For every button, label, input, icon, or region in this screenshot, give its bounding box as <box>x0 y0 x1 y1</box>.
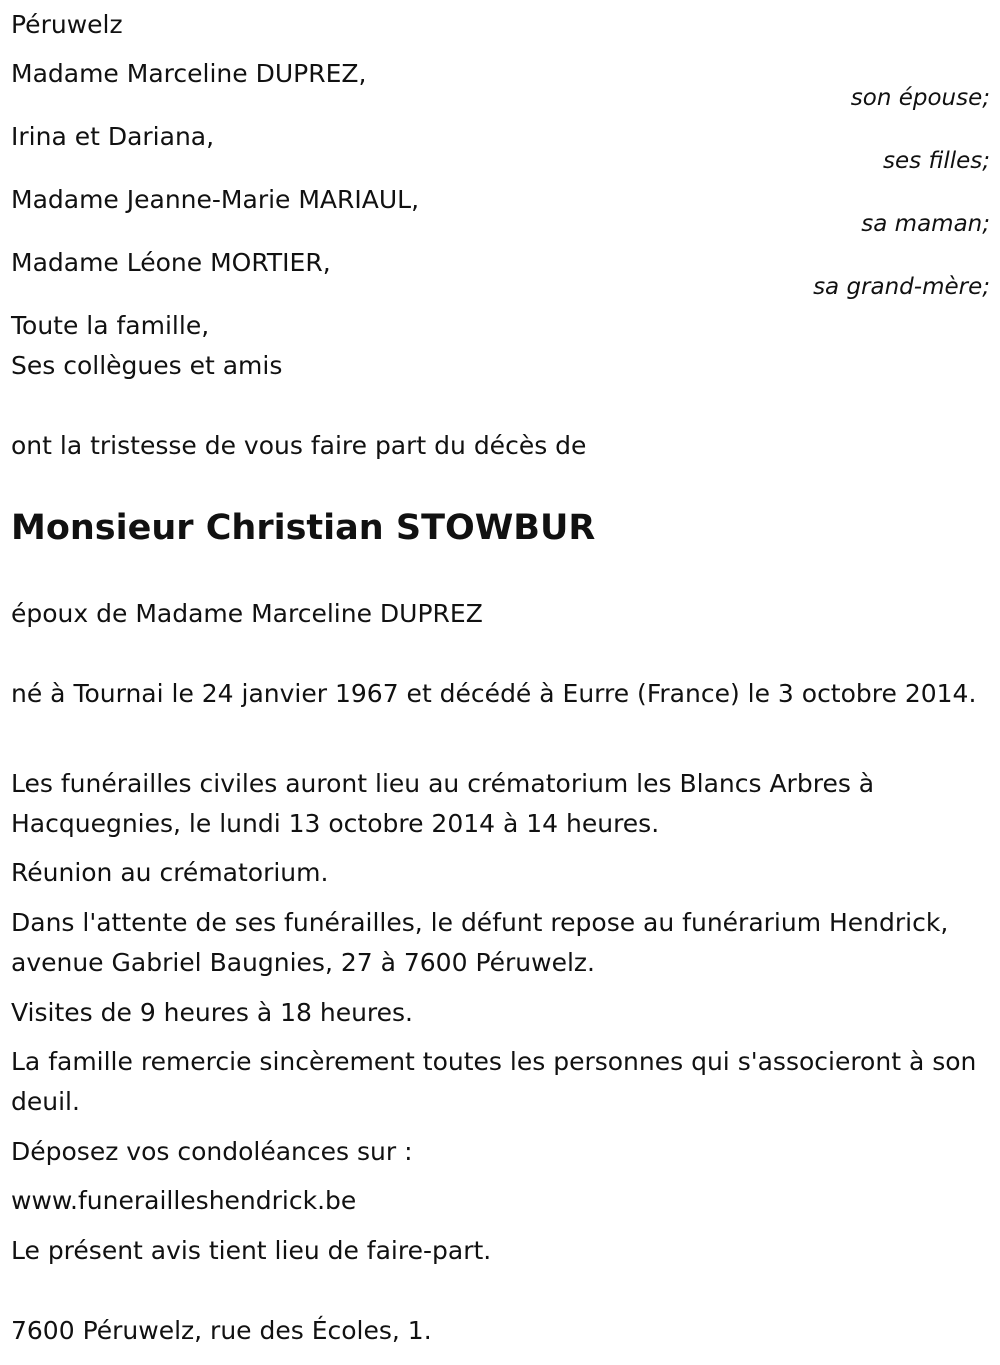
family-member-role: sa maman; <box>861 211 990 237</box>
family-member-role: ses filles; <box>883 148 990 174</box>
announcement-text: ont la tristesse de vous faire part du décès de <box>11 431 587 460</box>
resting-text: Dans l'attente de ses funérailles, le défunt repose au funérarium Hendrick, avenue Gabriel Baugnies, 27 à 7600 Péruwelz. <box>11 908 949 977</box>
address-text: 7600 Péruwelz, rue des Écoles, 1. <box>11 1316 432 1345</box>
family-member-name: Madame Marceline DUPREZ, <box>11 59 367 88</box>
thanks-text: La famille remercie sincèrement toutes les personnes qui s'associeront à son deuil. <box>11 1047 977 1116</box>
condolences-label: Déposez vos condoléances sur : <box>11 1137 413 1166</box>
meeting-text: Réunion au crématorium. <box>11 858 329 887</box>
family-member-name: Madame Léone MORTIER, <box>11 248 331 277</box>
family-member-role: sa grand-mère; <box>813 274 990 300</box>
family-member-name: Irina et Dariana, <box>11 122 215 151</box>
visits-text: Visites de 9 heures à 18 heures. <box>11 998 414 1027</box>
website-link[interactable]: www.funerailleshendrick.be <box>11 1186 357 1215</box>
deceased-name: Monsieur Christian STOWBUR <box>11 508 596 548</box>
notice-text: Le présent avis tient lieu de faire-part. <box>11 1236 492 1265</box>
spouse-text: époux de Madame Marceline DUPREZ <box>11 599 483 628</box>
others-line: Ses collègues et amis <box>11 351 283 380</box>
funeral-text: Les funérailles civiles auront lieu au crématorium les Blancs Arbres à Hacquegnies, le lundi 13 octobre 2014 à 14 heures. <box>11 769 875 838</box>
family-member-role: son épouse; <box>850 85 990 111</box>
town-heading: Péruwelz <box>11 10 123 39</box>
birth-death-text: né à Tournai le 24 janvier 1967 et décédé à Eurre (France) le 3 octobre 2014. <box>11 679 977 708</box>
family-member-name: Madame Jeanne-Marie MARIAUL, <box>11 185 420 214</box>
others-line: Toute la famille, <box>11 311 210 340</box>
